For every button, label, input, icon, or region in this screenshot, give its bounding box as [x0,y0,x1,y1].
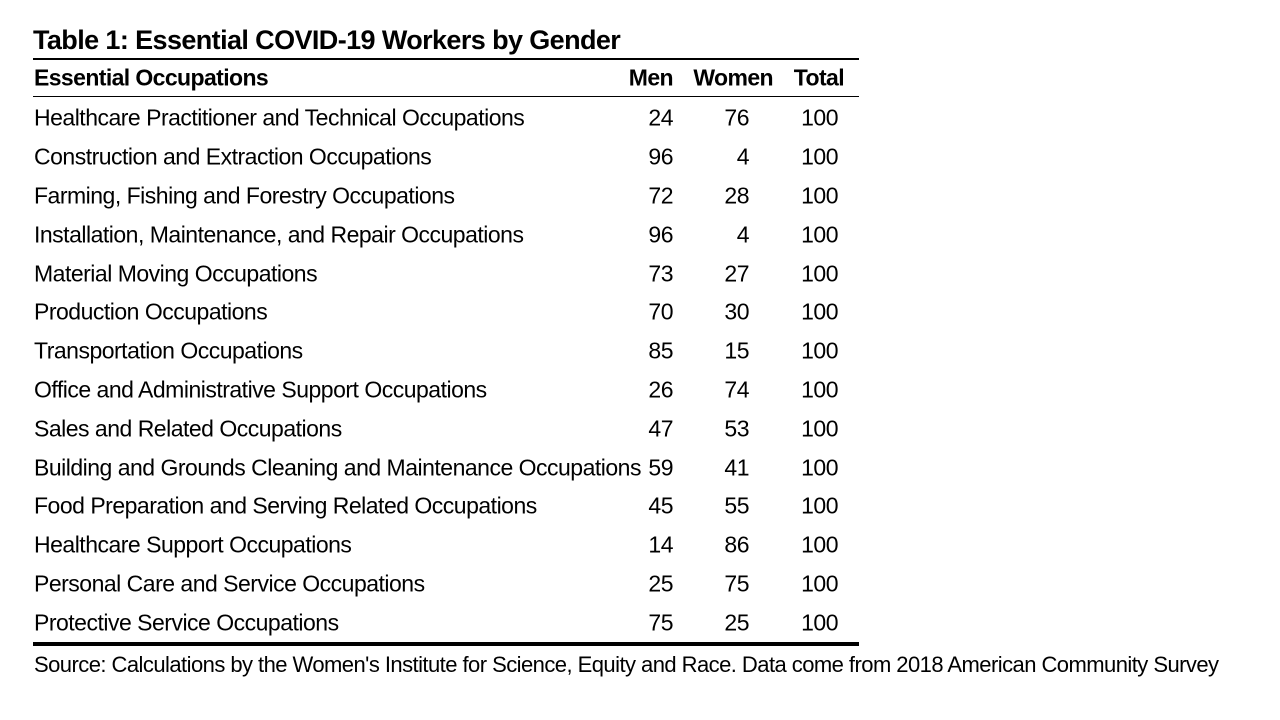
cell-total: 100 [801,531,838,558]
cell-occupation: Transportation Occupations [34,337,303,364]
table-row [33,332,859,371]
cell-total: 100 [801,415,838,442]
cell-occupation: Material Moving Occupations [34,260,318,287]
cell-women: 15 [724,337,749,364]
table-row [33,603,859,642]
cell-women: 27 [724,260,749,287]
cell-women: 53 [724,415,749,442]
cell-total: 100 [801,492,838,519]
cell-occupation: Food Preparation and Serving Related Occupations [34,492,537,519]
cell-men: 14 [648,531,673,558]
column-header-total: Total [793,64,844,91]
table-row [33,448,859,487]
cell-men: 47 [648,415,673,442]
column-header-women: Women [693,64,773,91]
cell-men: 73 [648,260,673,287]
cell-total: 100 [801,182,838,209]
table-row [33,215,859,254]
table-row [33,254,859,293]
cell-women: 28 [724,182,749,209]
table-row [33,409,859,448]
cell-men: 45 [648,492,673,519]
cell-total: 100 [801,337,838,364]
cell-men: 24 [648,104,673,131]
data-table [33,22,859,646]
column-header-men: Men [628,64,673,91]
cell-women: 25 [724,609,749,636]
table-row [33,99,859,138]
cell-women: 4 [736,143,749,170]
cell-total: 100 [801,221,838,248]
cell-women: 74 [724,376,749,403]
cell-total: 100 [801,609,838,636]
cell-men: 59 [648,454,673,481]
table-row [33,293,859,332]
cell-total: 100 [801,570,838,597]
cell-occupation: Farming, Fishing and Forestry Occupations [34,182,455,209]
table-row [33,565,859,604]
cell-men: 70 [648,298,673,325]
cell-occupation: Healthcare Practitioner and Technical Occupations [34,104,525,131]
cell-women: 30 [724,298,749,325]
column-header-occupation: Essential Occupations [34,64,269,91]
cell-occupation: Construction and Extraction Occupations [34,143,432,170]
cell-men: 25 [648,570,673,597]
source-note: Source: Calculations by the Women's Institute for Science, Equity and Race. Data come from 2018 American Community Survey [34,652,1219,677]
cell-men: 96 [648,143,673,170]
table-header-row [33,60,859,96]
cell-total: 100 [801,143,838,170]
table-body [33,97,859,642]
cell-occupation: Healthcare Support Occupations [34,531,352,558]
cell-total: 100 [801,260,838,287]
table-title: Table 1: Essential COVID-19 Workers by Gender [33,25,621,55]
table-row [33,138,859,177]
table-row [33,526,859,565]
cell-men: 85 [648,337,673,364]
cell-occupation: Installation, Maintenance, and Repair Occupations [34,221,524,248]
cell-women: 4 [736,221,749,248]
cell-occupation: Production Occupations [34,298,268,325]
cell-total: 100 [801,104,838,131]
cell-women: 75 [724,570,749,597]
cell-men: 96 [648,221,673,248]
cell-occupation: Sales and Related Occupations [34,415,342,442]
cell-women: 86 [724,531,749,558]
cell-men: 72 [648,182,673,209]
table-bottom-rule [33,642,859,646]
cell-total: 100 [801,454,838,481]
cell-occupation: Office and Administrative Support Occupations [34,376,487,403]
cell-women: 41 [724,454,749,481]
cell-men: 75 [648,609,673,636]
cell-occupation: Protective Service Occupations [34,609,339,636]
cell-occupation: Personal Care and Service Occupations [34,570,425,597]
cell-occupation: Building and Grounds Cleaning and Maintenance Occupations [34,454,641,481]
cell-total: 100 [801,376,838,403]
cell-men: 26 [648,376,673,403]
cell-total: 100 [801,298,838,325]
table-row [33,487,859,526]
table-row [33,177,859,216]
table-row [33,371,859,410]
cell-women: 55 [724,492,749,519]
cell-women: 76 [724,104,749,131]
